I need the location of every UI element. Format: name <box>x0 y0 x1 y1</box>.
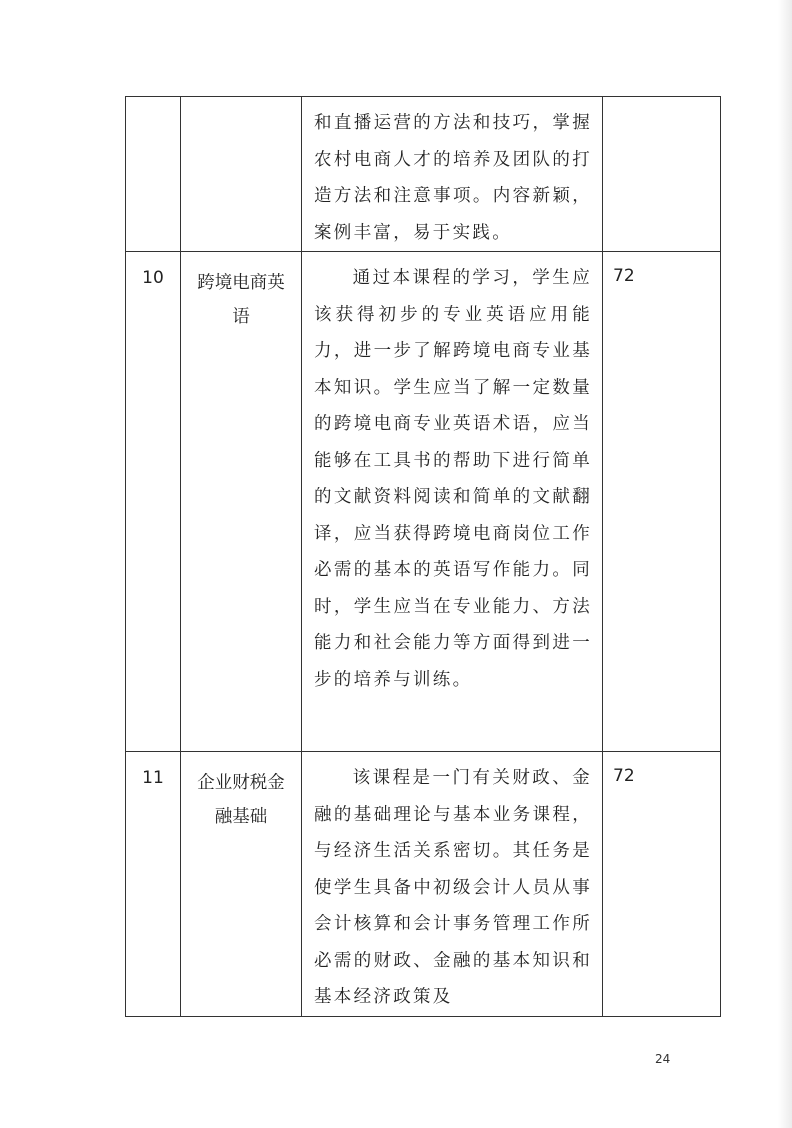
course-name-line2: 语 <box>232 307 250 327</box>
course-name-cell <box>181 252 302 752</box>
table-row <box>126 97 721 252</box>
table-row <box>126 752 721 1017</box>
course-number-cell: 11 <box>126 752 181 1017</box>
course-name-cell <box>181 97 302 252</box>
course-description-text: 该课程是一门有关财政、金融的基础理论与基本业务课程，与经济生活关系密切。其任务是使学生具备中初级会计人员从事会计核算和会计事务管理工作所必需的财政、金融的基本知识和基本经济政策及 <box>314 768 592 1007</box>
course-hours-cell: 72 <box>603 752 721 1017</box>
course-name-line1: 跨境电商英 <box>197 273 285 293</box>
course-description-text: 通过本课程的学习，学生应该获得初步的专业英语应用能力，进一步了解跨境电商专业基本知识。学生应当了解一定数量的跨境电商专业英语术语，应当能够在工具书的帮助下进行简单的文献资料阅读和简单的文献翻译，应当获得跨境电商岗位工作必需的基本的英语写作能力。同时，学生应当在专业能力、方法能力和社会能力等方面得到进一步的培养与训练。 <box>314 268 592 690</box>
course-number-cell: 10 <box>126 252 181 752</box>
course-hours-cell: 72 <box>603 252 721 752</box>
course-name-cell <box>181 752 302 1017</box>
course-name-line2: 融基础 <box>214 807 268 827</box>
course-description-cell <box>302 252 603 752</box>
course-description-cell <box>302 752 603 1017</box>
course-table <box>125 96 721 1017</box>
course-hours-cell <box>603 97 721 252</box>
page-edge-shadow <box>778 0 792 1128</box>
course-description-text: 和直播运营的方法和技巧，掌握农村电商人才的培养及团队的打造方法和注意事项。内容新颖，案例丰富，易于实践。 <box>314 113 592 243</box>
course-description-cell <box>302 97 603 252</box>
course-number-cell <box>126 97 181 252</box>
course-name-line1: 企业财税金 <box>197 773 285 793</box>
page-number: 24 <box>655 1052 671 1066</box>
table-row <box>126 252 721 752</box>
